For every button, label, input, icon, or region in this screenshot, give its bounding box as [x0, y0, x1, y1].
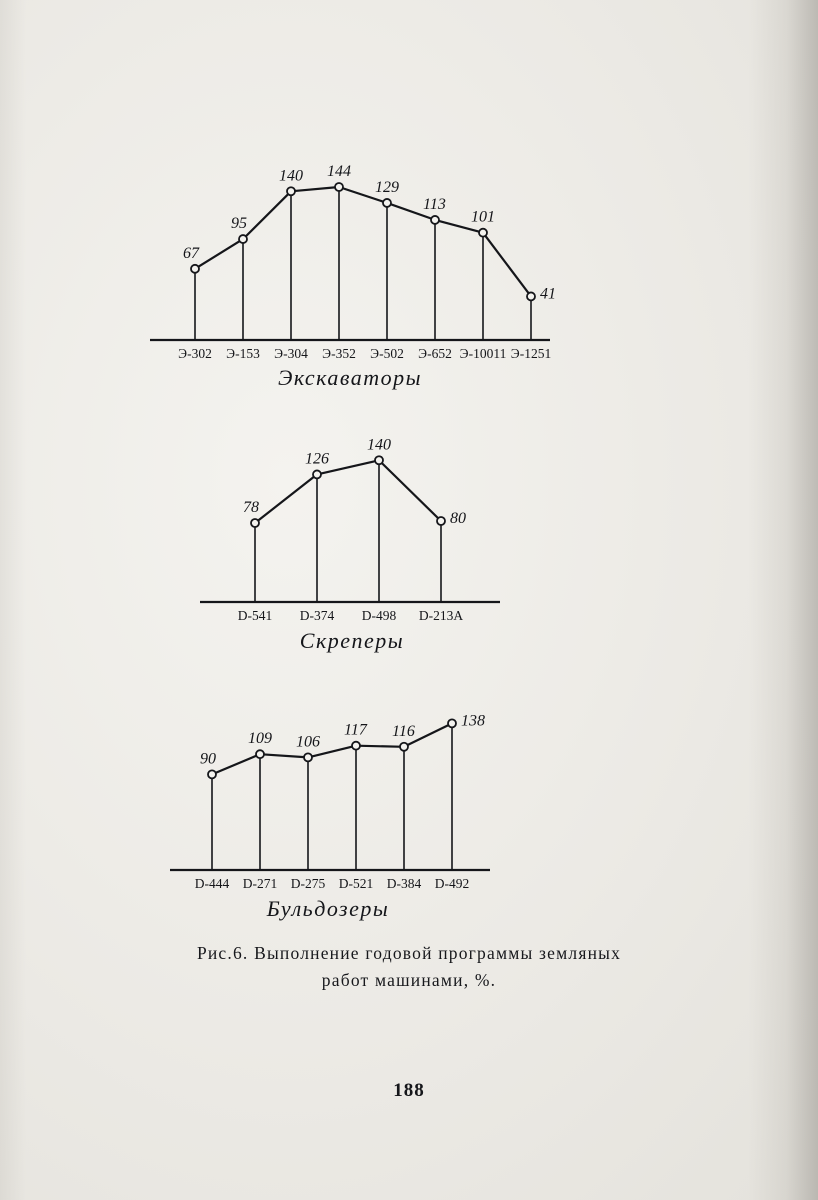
data-value-label: 78 [243, 499, 259, 517]
data-point [313, 470, 321, 478]
category-label: D-275 [290, 876, 326, 891]
category-label: Э-302 [178, 346, 212, 361]
drop-lines [212, 727, 452, 870]
data-value-labels [200, 712, 485, 767]
data-value-label: 80 [450, 510, 466, 527]
category-label: D-444 [194, 876, 230, 891]
chart-excavators-svg [120, 100, 680, 390]
category-labels [178, 346, 551, 361]
data-point [287, 187, 295, 195]
data-value-label: 138 [461, 712, 485, 730]
chart-scrapers-svg [180, 390, 600, 655]
data-value-label: 117 [344, 721, 367, 739]
category-label: D-492 [434, 876, 470, 891]
data-value-label: 116 [392, 722, 415, 740]
data-point [448, 719, 456, 727]
data-value-label: 140 [367, 436, 391, 454]
data-value-label: 90 [200, 750, 216, 768]
data-value-label: 126 [305, 450, 329, 468]
data-point [479, 229, 487, 237]
data-value-label: 106 [296, 733, 320, 751]
data-value-label: 41 [540, 285, 556, 303]
category-label: Э-652 [418, 346, 452, 361]
chart-title-bulldozers: Бульдозеры [266, 896, 390, 921]
category-label: D-498 [361, 608, 397, 623]
chart-title-scrapers: Скреперы [299, 628, 405, 653]
data-value-label: 67 [183, 244, 199, 262]
figure-caption [0, 940, 818, 994]
data-point [239, 235, 247, 243]
data-value-label: 140 [279, 167, 303, 185]
category-label: Э-153 [226, 346, 260, 361]
data-point [304, 753, 312, 761]
data-value-label: 101 [471, 208, 495, 226]
data-value-labels [183, 163, 556, 302]
data-point [375, 456, 383, 464]
chart-title-excavators: Экскаваторы [277, 365, 423, 390]
data-point [208, 770, 216, 778]
data-point [352, 742, 360, 750]
series-line [255, 460, 441, 523]
data-point [191, 265, 199, 273]
data-point [256, 750, 264, 758]
data-value-label: 144 [327, 163, 351, 180]
caption-line-1: Рис.6. Выполнение годовой программы земляных [196, 943, 622, 963]
data-value-label: 109 [248, 730, 272, 748]
data-point [527, 292, 535, 300]
category-label: D-521 [338, 876, 374, 891]
data-point-markers [208, 719, 456, 778]
caption-line-2: работ машинами, %. [321, 970, 497, 991]
drop-lines [255, 464, 441, 602]
category-label: D-374 [299, 608, 335, 623]
data-value-label: 129 [375, 178, 399, 196]
data-point [400, 743, 408, 751]
data-point [383, 199, 391, 207]
category-label: Э-10011 [459, 346, 507, 361]
data-point [437, 517, 445, 525]
data-point [431, 216, 439, 224]
category-labels [195, 876, 470, 891]
chart-excavators [120, 100, 680, 390]
page-number: 188 [393, 1080, 425, 1101]
category-label: Э-304 [274, 346, 308, 361]
data-point [251, 519, 259, 527]
category-label: Э-352 [322, 346, 356, 361]
data-point [335, 183, 343, 191]
category-label: D-384 [386, 876, 422, 891]
data-value-label: 95 [231, 215, 247, 233]
chart-scrapers [180, 390, 600, 655]
chart-bulldozers-svg [150, 660, 580, 925]
category-label: D-213A [418, 608, 464, 623]
category-label: D-541 [237, 608, 273, 623]
category-labels [238, 608, 464, 623]
category-label: D-271 [242, 876, 278, 891]
data-value-label: 113 [423, 195, 446, 213]
category-label: Э-502 [370, 346, 404, 361]
chart-bulldozers [150, 660, 580, 925]
category-label: Э-1251 [510, 346, 552, 361]
